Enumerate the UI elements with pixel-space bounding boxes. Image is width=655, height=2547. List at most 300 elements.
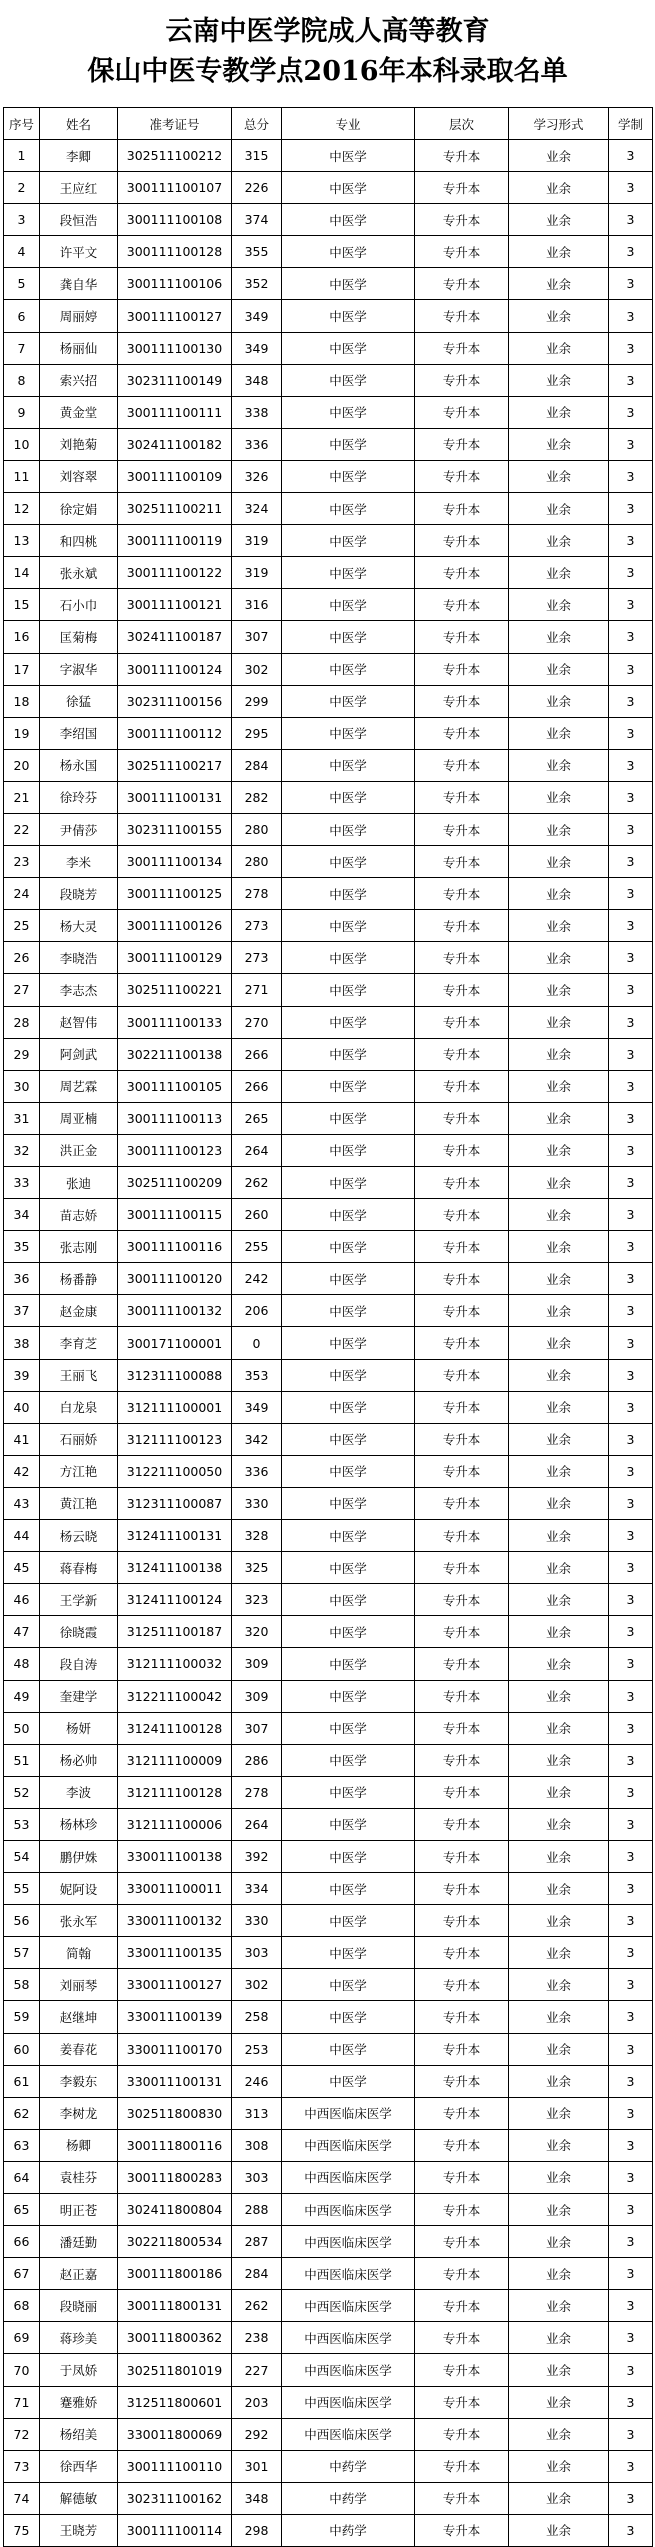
table-row <box>4 1327 653 1359</box>
cell-exam-id: 300111100110 <box>118 2450 232 2482</box>
table-row <box>4 140 653 172</box>
cell-score: 280 <box>232 813 282 845</box>
cell-score: 348 <box>232 364 282 396</box>
cell-index: 46 <box>4 1584 40 1616</box>
cell-level: 专升本 <box>415 396 509 428</box>
cell-level: 专升本 <box>415 1359 509 1391</box>
cell-score: 342 <box>232 1423 282 1455</box>
cell-level: 专升本 <box>415 557 509 589</box>
cell-index: 41 <box>4 1423 40 1455</box>
cell-exam-id: 330011100138 <box>118 1840 232 1872</box>
cell-level: 专升本 <box>415 493 509 525</box>
cell-level: 专升本 <box>415 1006 509 1038</box>
cell-exam-id: 300111100121 <box>118 589 232 621</box>
cell-study-mode: 业余 <box>509 717 609 749</box>
cell-major: 中医学 <box>282 878 415 910</box>
cell-score: 246 <box>232 2065 282 2097</box>
table-row <box>4 1905 653 1937</box>
cell-duration: 3 <box>609 140 653 172</box>
cell-study-mode: 业余 <box>509 1616 609 1648</box>
cell-level: 专升本 <box>415 2322 509 2354</box>
cell-index: 43 <box>4 1487 40 1519</box>
cell-major: 中西医临床医学 <box>282 2258 415 2290</box>
cell-exam-id: 300111800283 <box>118 2161 232 2193</box>
cell-level: 专升本 <box>415 1134 509 1166</box>
cell-name: 段晓丽 <box>40 2290 118 2322</box>
cell-score: 302 <box>232 1969 282 2001</box>
cell-study-mode: 业余 <box>509 2001 609 2033</box>
cell-level: 专升本 <box>415 2226 509 2258</box>
cell-duration: 3 <box>609 2258 653 2290</box>
cell-duration: 3 <box>609 2322 653 2354</box>
cell-study-mode: 业余 <box>509 140 609 172</box>
cell-major: 中医学 <box>282 1199 415 1231</box>
table-header-row <box>4 108 653 140</box>
cell-major: 中医学 <box>282 172 415 204</box>
cell-index: 70 <box>4 2354 40 2386</box>
cell-index: 48 <box>4 1648 40 1680</box>
cell-study-mode: 业余 <box>509 1520 609 1552</box>
cell-name: 徐晓霞 <box>40 1616 118 1648</box>
cell-exam-id: 300111100127 <box>118 300 232 332</box>
cell-level: 专升本 <box>415 1423 509 1455</box>
cell-score: 307 <box>232 1712 282 1744</box>
cell-index: 1 <box>4 140 40 172</box>
cell-study-mode: 业余 <box>509 1873 609 1905</box>
cell-level: 专升本 <box>415 1327 509 1359</box>
cell-exam-id: 312111100009 <box>118 1744 232 1776</box>
cell-score: 309 <box>232 1680 282 1712</box>
cell-index: 60 <box>4 2033 40 2065</box>
cell-major: 中医学 <box>282 1487 415 1519</box>
cell-name: 白龙泉 <box>40 1391 118 1423</box>
cell-major: 中医学 <box>282 332 415 364</box>
cell-study-mode: 业余 <box>509 1134 609 1166</box>
cell-index: 20 <box>4 749 40 781</box>
cell-score: 338 <box>232 396 282 428</box>
cell-index: 11 <box>4 460 40 492</box>
cell-major: 中医学 <box>282 428 415 460</box>
cell-index: 52 <box>4 1776 40 1808</box>
table-row <box>4 300 653 332</box>
cell-major: 中医学 <box>282 1616 415 1648</box>
cell-duration: 3 <box>609 1295 653 1327</box>
cell-duration: 3 <box>609 2514 653 2546</box>
cell-exam-id: 302311100155 <box>118 813 232 845</box>
cell-score: 315 <box>232 140 282 172</box>
cell-name: 杨必帅 <box>40 1744 118 1776</box>
table-row <box>4 2001 653 2033</box>
cell-duration: 3 <box>609 396 653 428</box>
cell-score: 307 <box>232 621 282 653</box>
table-row <box>4 1744 653 1776</box>
cell-exam-id: 300111100112 <box>118 717 232 749</box>
table-row <box>4 781 653 813</box>
cell-index: 31 <box>4 1102 40 1134</box>
cell-duration: 3 <box>609 1006 653 1038</box>
cell-level: 专升本 <box>415 1552 509 1584</box>
cell-exam-id: 300111100123 <box>118 1134 232 1166</box>
table-row <box>4 1359 653 1391</box>
cell-duration: 3 <box>609 2386 653 2418</box>
cell-exam-id: 330011100135 <box>118 1937 232 1969</box>
cell-duration: 3 <box>609 1263 653 1295</box>
cell-exam-id: 302511100217 <box>118 749 232 781</box>
cell-name: 苗志娇 <box>40 1199 118 1231</box>
cell-exam-id: 300111800362 <box>118 2322 232 2354</box>
cell-index: 65 <box>4 2194 40 2226</box>
cell-score: 238 <box>232 2322 282 2354</box>
table-row <box>4 942 653 974</box>
cell-major: 中西医临床医学 <box>282 2097 415 2129</box>
cell-exam-id: 302211800534 <box>118 2226 232 2258</box>
table-row <box>4 653 653 685</box>
cell-index: 38 <box>4 1327 40 1359</box>
table-row <box>4 1231 653 1263</box>
cell-duration: 3 <box>609 1134 653 1166</box>
cell-exam-id: 300111100130 <box>118 332 232 364</box>
cell-major: 中西医临床医学 <box>282 2354 415 2386</box>
cell-study-mode: 业余 <box>509 1584 609 1616</box>
table-row <box>4 910 653 942</box>
cell-score: 262 <box>232 1167 282 1199</box>
cell-index: 75 <box>4 2514 40 2546</box>
cell-name: 石丽娇 <box>40 1423 118 1455</box>
cell-index: 18 <box>4 685 40 717</box>
cell-study-mode: 业余 <box>509 1167 609 1199</box>
cell-level: 专升本 <box>415 749 509 781</box>
cell-exam-id: 300111100128 <box>118 236 232 268</box>
cell-name: 黄江艳 <box>40 1487 118 1519</box>
cell-name: 蒋珍美 <box>40 2322 118 2354</box>
table-row <box>4 204 653 236</box>
cell-major: 中医学 <box>282 525 415 557</box>
cell-duration: 3 <box>609 332 653 364</box>
cell-major: 中西医临床医学 <box>282 2418 415 2450</box>
cell-level: 专升本 <box>415 1584 509 1616</box>
cell-level: 专升本 <box>415 172 509 204</box>
cell-index: 59 <box>4 2001 40 2033</box>
table-row <box>4 1391 653 1423</box>
cell-study-mode: 业余 <box>509 525 609 557</box>
cell-study-mode: 业余 <box>509 1648 609 1680</box>
cell-score: 253 <box>232 2033 282 2065</box>
cell-exam-id: 302211100138 <box>118 1038 232 1070</box>
cell-index: 24 <box>4 878 40 910</box>
cell-index: 50 <box>4 1712 40 1744</box>
cell-name: 简翰 <box>40 1937 118 1969</box>
cell-major: 中医学 <box>282 1937 415 1969</box>
cell-major: 中医学 <box>282 1905 415 1937</box>
cell-score: 328 <box>232 1520 282 1552</box>
cell-level: 专升本 <box>415 2033 509 2065</box>
cell-level: 专升本 <box>415 1776 509 1808</box>
table-row <box>4 974 653 1006</box>
cell-level: 专升本 <box>415 2258 509 2290</box>
cell-duration: 3 <box>609 1391 653 1423</box>
cell-study-mode: 业余 <box>509 1712 609 1744</box>
cell-duration: 3 <box>609 685 653 717</box>
column-header-index: 序号 <box>4 108 40 140</box>
cell-duration: 3 <box>609 589 653 621</box>
cell-level: 专升本 <box>415 1199 509 1231</box>
cell-name: 张志刚 <box>40 1231 118 1263</box>
table-row <box>4 2194 653 2226</box>
cell-level: 专升本 <box>415 1905 509 1937</box>
cell-study-mode: 业余 <box>509 1744 609 1776</box>
cell-score: 298 <box>232 2514 282 2546</box>
cell-duration: 3 <box>609 781 653 813</box>
cell-exam-id: 300111100106 <box>118 268 232 300</box>
cell-major: 中医学 <box>282 140 415 172</box>
column-header-name: 姓名 <box>40 108 118 140</box>
cell-name: 杨永国 <box>40 749 118 781</box>
cell-exam-id: 302311100149 <box>118 364 232 396</box>
cell-major: 中西医临床医学 <box>282 2290 415 2322</box>
cell-level: 专升本 <box>415 1969 509 2001</box>
cell-study-mode: 业余 <box>509 460 609 492</box>
cell-duration: 3 <box>609 2418 653 2450</box>
column-header-exam-id: 准考证号 <box>118 108 232 140</box>
table-row <box>4 2482 653 2514</box>
cell-duration: 3 <box>609 2129 653 2161</box>
cell-duration: 3 <box>609 846 653 878</box>
cell-study-mode: 业余 <box>509 974 609 1006</box>
cell-major: 中医学 <box>282 1680 415 1712</box>
cell-score: 286 <box>232 1744 282 1776</box>
cell-name: 和四桃 <box>40 525 118 557</box>
cell-score: 266 <box>232 1070 282 1102</box>
cell-name: 姜春花 <box>40 2033 118 2065</box>
cell-study-mode: 业余 <box>509 621 609 653</box>
cell-score: 392 <box>232 1840 282 1872</box>
cell-exam-id: 312111100001 <box>118 1391 232 1423</box>
cell-level: 专升本 <box>415 1295 509 1327</box>
cell-score: 278 <box>232 878 282 910</box>
cell-index: 67 <box>4 2258 40 2290</box>
cell-index: 15 <box>4 589 40 621</box>
table-row <box>4 2065 653 2097</box>
cell-score: 271 <box>232 974 282 1006</box>
table-row <box>4 2033 653 2065</box>
cell-exam-id: 330011100127 <box>118 1969 232 2001</box>
cell-exam-id: 330011100139 <box>118 2001 232 2033</box>
cell-major: 中医学 <box>282 942 415 974</box>
cell-level: 专升本 <box>415 1102 509 1134</box>
cell-name: 刘艳菊 <box>40 428 118 460</box>
cell-level: 专升本 <box>415 2418 509 2450</box>
table-row <box>4 1937 653 1969</box>
cell-exam-id: 302511100211 <box>118 493 232 525</box>
cell-index: 4 <box>4 236 40 268</box>
cell-index: 2 <box>4 172 40 204</box>
cell-score: 284 <box>232 749 282 781</box>
cell-duration: 3 <box>609 2226 653 2258</box>
table-row <box>4 493 653 525</box>
cell-study-mode: 业余 <box>509 910 609 942</box>
table-row <box>4 589 653 621</box>
cell-study-mode: 业余 <box>509 878 609 910</box>
cell-exam-id: 300111100105 <box>118 1070 232 1102</box>
cell-major: 中医学 <box>282 1969 415 2001</box>
cell-study-mode: 业余 <box>509 1776 609 1808</box>
cell-index: 29 <box>4 1038 40 1070</box>
cell-score: 330 <box>232 1487 282 1519</box>
cell-study-mode: 业余 <box>509 2226 609 2258</box>
cell-score: 374 <box>232 204 282 236</box>
cell-level: 专升本 <box>415 2129 509 2161</box>
table-row <box>4 525 653 557</box>
table-row <box>4 1712 653 1744</box>
cell-duration: 3 <box>609 1808 653 1840</box>
cell-index: 62 <box>4 2097 40 2129</box>
cell-duration: 3 <box>609 621 653 653</box>
cell-duration: 3 <box>609 1712 653 1744</box>
cell-name: 字淑华 <box>40 653 118 685</box>
cell-study-mode: 业余 <box>509 2322 609 2354</box>
cell-level: 专升本 <box>415 1616 509 1648</box>
cell-name: 李毅东 <box>40 2065 118 2097</box>
cell-level: 专升本 <box>415 717 509 749</box>
cell-level: 专升本 <box>415 300 509 332</box>
cell-study-mode: 业余 <box>509 2514 609 2546</box>
cell-major: 中医学 <box>282 1808 415 1840</box>
cell-exam-id: 302511801019 <box>118 2354 232 2386</box>
cell-duration: 3 <box>609 2450 653 2482</box>
cell-duration: 3 <box>609 268 653 300</box>
cell-exam-id: 302311100156 <box>118 685 232 717</box>
cell-score: 325 <box>232 1552 282 1584</box>
cell-major: 中西医临床医学 <box>282 2129 415 2161</box>
cell-score: 319 <box>232 525 282 557</box>
cell-major: 中医学 <box>282 1295 415 1327</box>
cell-exam-id: 300111100114 <box>118 2514 232 2546</box>
cell-major: 中医学 <box>282 1873 415 1905</box>
cell-index: 21 <box>4 781 40 813</box>
cell-study-mode: 业余 <box>509 332 609 364</box>
cell-study-mode: 业余 <box>509 2097 609 2129</box>
page-title: 云南中医学院成人高等教育 <box>165 16 490 47</box>
cell-level: 专升本 <box>415 589 509 621</box>
cell-duration: 3 <box>609 172 653 204</box>
table-row <box>4 749 653 781</box>
cell-study-mode: 业余 <box>509 1423 609 1455</box>
cell-score: 0 <box>232 1327 282 1359</box>
cell-level: 专升本 <box>415 2482 509 2514</box>
cell-score: 302 <box>232 653 282 685</box>
cell-major: 中药学 <box>282 2450 415 2482</box>
cell-major: 中医学 <box>282 813 415 845</box>
cell-name: 杨妍 <box>40 1712 118 1744</box>
cell-study-mode: 业余 <box>509 1840 609 1872</box>
cell-level: 专升本 <box>415 2097 509 2129</box>
cell-major: 中医学 <box>282 1744 415 1776</box>
cell-name: 蒋春梅 <box>40 1552 118 1584</box>
cell-index: 73 <box>4 2450 40 2482</box>
cell-score: 323 <box>232 1584 282 1616</box>
cell-exam-id: 300111100109 <box>118 460 232 492</box>
cell-level: 专升本 <box>415 878 509 910</box>
table-row <box>4 1616 653 1648</box>
cell-name: 王丽飞 <box>40 1359 118 1391</box>
cell-score: 320 <box>232 1616 282 1648</box>
cell-score: 265 <box>232 1102 282 1134</box>
cell-exam-id: 312511100187 <box>118 1616 232 1648</box>
table-body <box>4 140 653 2547</box>
cell-duration: 3 <box>609 2482 653 2514</box>
cell-exam-id: 302411100187 <box>118 621 232 653</box>
cell-name: 刘丽琴 <box>40 1969 118 2001</box>
cell-level: 专升本 <box>415 1520 509 1552</box>
cell-name: 周亚楠 <box>40 1102 118 1134</box>
cell-level: 专升本 <box>415 846 509 878</box>
cell-name: 徐西华 <box>40 2450 118 2482</box>
table-row <box>4 428 653 460</box>
cell-major: 中医学 <box>282 1263 415 1295</box>
cell-study-mode: 业余 <box>509 1038 609 1070</box>
cell-level: 专升本 <box>415 781 509 813</box>
column-header-score: 总分 <box>232 108 282 140</box>
cell-name: 李树龙 <box>40 2097 118 2129</box>
cell-score: 334 <box>232 1873 282 1905</box>
cell-study-mode: 业余 <box>509 1937 609 1969</box>
cell-exam-id: 312411100131 <box>118 1520 232 1552</box>
cell-major: 中医学 <box>282 268 415 300</box>
table-row <box>4 1680 653 1712</box>
cell-major: 中医学 <box>282 910 415 942</box>
cell-level: 专升本 <box>415 428 509 460</box>
cell-level: 专升本 <box>415 1840 509 1872</box>
cell-score: 226 <box>232 172 282 204</box>
cell-exam-id: 312211100050 <box>118 1455 232 1487</box>
cell-score: 282 <box>232 781 282 813</box>
cell-duration: 3 <box>609 2354 653 2386</box>
cell-level: 专升本 <box>415 2450 509 2482</box>
table-row <box>4 172 653 204</box>
cell-name: 龚自华 <box>40 268 118 300</box>
cell-index: 27 <box>4 974 40 1006</box>
cell-study-mode: 业余 <box>509 364 609 396</box>
cell-study-mode: 业余 <box>509 2290 609 2322</box>
cell-exam-id: 300111100133 <box>118 1006 232 1038</box>
cell-study-mode: 业余 <box>509 172 609 204</box>
cell-score: 316 <box>232 589 282 621</box>
cell-duration: 3 <box>609 1327 653 1359</box>
cell-duration: 3 <box>609 2194 653 2226</box>
cell-duration: 3 <box>609 1199 653 1231</box>
cell-index: 71 <box>4 2386 40 2418</box>
cell-name: 王应红 <box>40 172 118 204</box>
table-row <box>4 621 653 653</box>
cell-duration: 3 <box>609 1070 653 1102</box>
cell-name: 杨番静 <box>40 1263 118 1295</box>
cell-study-mode: 业余 <box>509 749 609 781</box>
cell-name: 赵正嘉 <box>40 2258 118 2290</box>
cell-name: 王晓芳 <box>40 2514 118 2546</box>
cell-name: 尹倩莎 <box>40 813 118 845</box>
cell-exam-id: 300111100124 <box>118 653 232 685</box>
cell-index: 72 <box>4 2418 40 2450</box>
cell-study-mode: 业余 <box>509 1969 609 2001</box>
cell-exam-id: 300111100113 <box>118 1102 232 1134</box>
cell-index: 61 <box>4 2065 40 2097</box>
cell-name: 赵继坤 <box>40 2001 118 2033</box>
table-row <box>4 1423 653 1455</box>
cell-index: 44 <box>4 1520 40 1552</box>
cell-index: 34 <box>4 1199 40 1231</box>
cell-score: 262 <box>232 2290 282 2322</box>
table-row <box>4 2322 653 2354</box>
